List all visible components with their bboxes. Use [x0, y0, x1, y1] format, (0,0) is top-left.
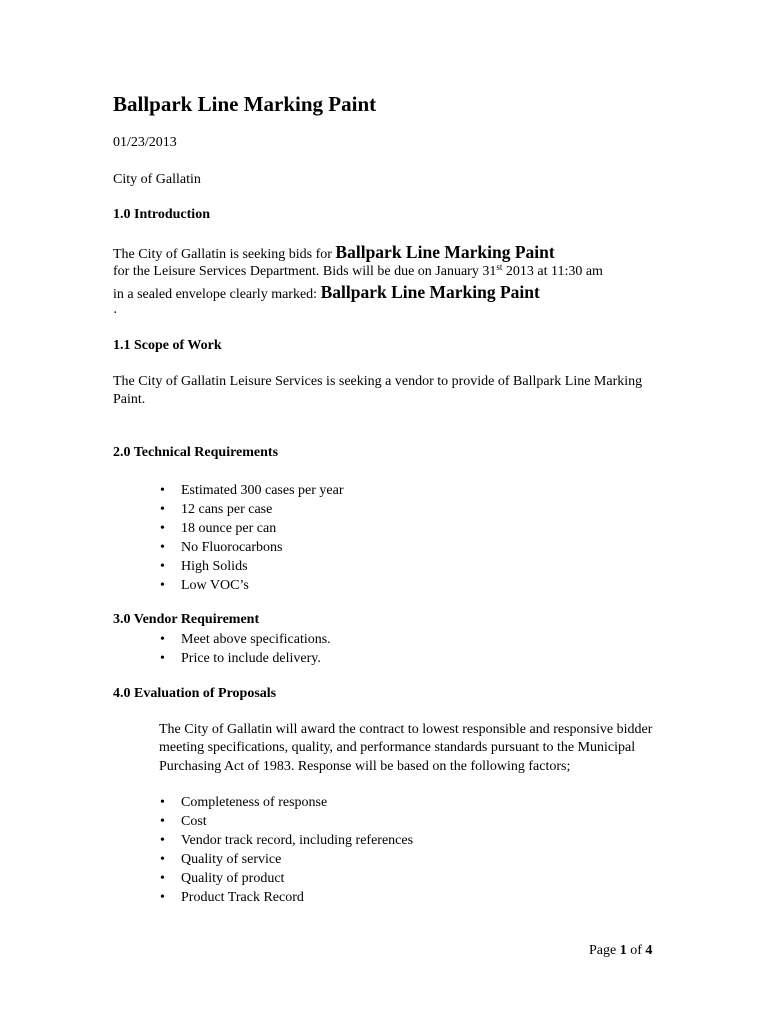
technical-heading: 2.0 Technical Requirements [113, 445, 279, 460]
page-title: Ballpark Line Marking Paint [113, 92, 377, 116]
page-total: 4 [645, 943, 653, 958]
intro-line-2-text: for the Leisure Services Department. Bids will be due on January 31 [113, 264, 497, 279]
evaluation-factor-item-text: Quality of service [181, 852, 282, 867]
bullet-icon: • [160, 651, 165, 666]
evaluation-factor-item [160, 869, 413, 888]
technical-requirement-item [160, 576, 344, 595]
evaluation-factor-item-text: Vendor track record, including references [181, 833, 414, 848]
intro-line-3-emphasis: Ballpark Line Marking Paint [320, 282, 540, 302]
intro-line-3-text: in a sealed envelope clearly marked: [113, 287, 321, 302]
evaluation-factor-item [160, 831, 413, 850]
bullet-icon: • [160, 502, 165, 517]
bullet-icon: • [160, 483, 165, 498]
technical-requirements-list [160, 481, 344, 595]
vendor-requirement-item [160, 649, 331, 668]
organization-name: City of Gallatin [113, 172, 201, 187]
page-of: of [626, 943, 646, 958]
evaluation-factor-item [160, 888, 413, 907]
technical-requirement-item [160, 481, 344, 500]
technical-requirement-item-text: 18 ounce per can [181, 521, 277, 536]
technical-requirement-item-text: Estimated 300 cases per year [181, 483, 344, 498]
bullet-icon: • [160, 578, 165, 593]
intro-line-3 [113, 281, 540, 306]
bullet-icon: • [160, 795, 165, 810]
document-date: 01/23/2013 [113, 135, 177, 150]
intro-line-1-text: The City of Gallatin is seeking bids for [113, 247, 336, 262]
evaluation-factor-item [160, 850, 413, 869]
technical-requirement-item [160, 557, 344, 576]
evaluation-paragraph: The City of Gallatin will award the contract to lowest responsible and responsive bidder meeting specifications, quality, and performance standards pursuant to the Municipal Purchasing Act of 1983. Response will be based on the following factors; [159, 722, 653, 774]
page-current: 1 [619, 943, 627, 958]
bullet-icon: • [160, 833, 165, 848]
bullet-icon: • [160, 559, 165, 574]
evaluation-factor-item [160, 793, 413, 812]
bullet-icon: • [160, 632, 165, 647]
bullet-icon: • [160, 814, 165, 829]
technical-requirement-item-text: Low VOC’s [181, 578, 249, 593]
evaluation-factor-item [160, 812, 413, 831]
technical-requirement-item-text: 12 cans per case [181, 502, 273, 517]
evaluation-factor-item-text: Product Track Record [181, 890, 304, 905]
intro-line-2-time: 2013 at 11:30 am [502, 264, 603, 279]
stray-period: . [114, 305, 117, 316]
bullet-icon: • [160, 521, 165, 536]
intro-heading: 1.0 Introduction [113, 207, 210, 222]
page-label: Page [589, 943, 620, 958]
intro-line-2 [113, 263, 603, 281]
vendor-requirements-list [160, 630, 331, 668]
bullet-icon: • [160, 540, 165, 555]
technical-requirement-item [160, 500, 344, 519]
technical-requirement-item [160, 519, 344, 538]
vendor-requirement-item-text: Meet above specifications. [181, 632, 331, 647]
evaluation-factor-item-text: Completeness of response [181, 795, 328, 810]
technical-requirement-item [160, 538, 344, 557]
evaluation-heading: 4.0 Evaluation of Proposals [113, 686, 277, 701]
vendor-requirement-item [160, 630, 331, 649]
evaluation-factor-item-text: Quality of product [181, 871, 285, 886]
evaluation-factor-item-text: Cost [181, 814, 207, 829]
bullet-icon: • [160, 871, 165, 886]
bullet-icon: • [160, 890, 165, 905]
intro-line-1-emphasis: Ballpark Line Marking Paint [335, 242, 555, 262]
scope-heading: 1.1 Scope of Work [113, 338, 222, 353]
evaluation-factors-list [160, 793, 413, 907]
bullet-icon: • [160, 852, 165, 867]
technical-requirement-item-text: No Fluorocarbons [181, 540, 283, 555]
vendor-requirement-item-text: Price to include delivery. [181, 651, 321, 666]
scope-paragraph: The City of Gallatin Leisure Services is seeking a vendor to provide of Ballpark Line Marking Paint. [113, 374, 643, 408]
vendor-heading: 3.0 Vendor Requirement [113, 612, 260, 627]
technical-requirement-item-text: High Solids [181, 559, 248, 574]
intro-line-2-superscript: st [496, 262, 503, 272]
page-number [589, 943, 652, 959]
